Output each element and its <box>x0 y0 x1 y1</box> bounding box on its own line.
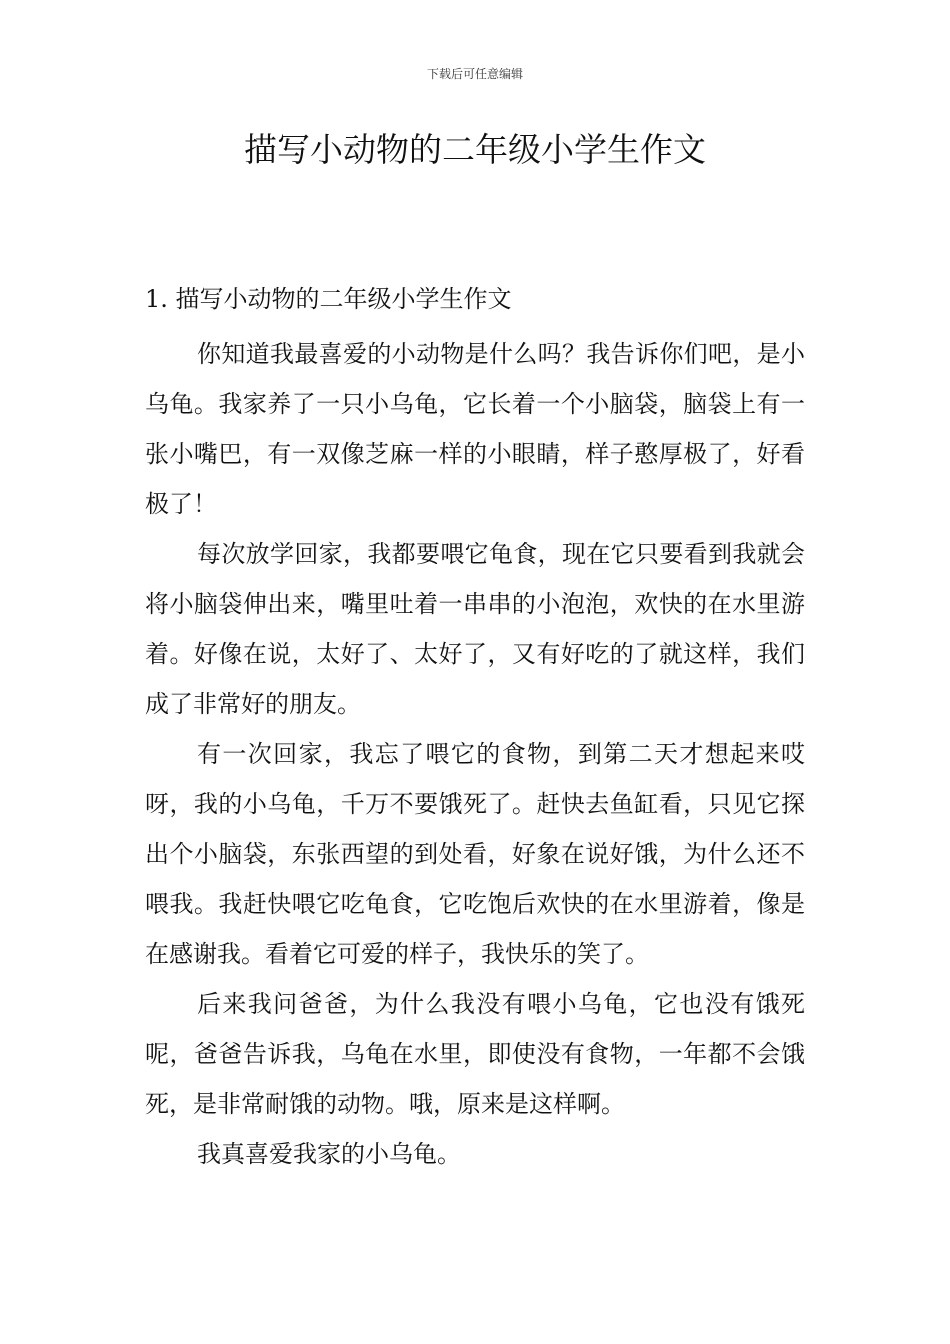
paragraph-4: 后来我问爸爸，为什么我没有喂小乌龟，它也没有饿死呢，爸爸告诉我，乌龟在水里，即使没有食物，一年都不会饿死，是非常耐饿的动物。哦，原来是这样啊。 <box>145 990 805 1118</box>
section-heading: 1. 描写小动物的二年级小学生作文 <box>145 285 512 313</box>
paragraph-3: 有一次回家，我忘了喂它的食物，到第二天才想起来哎呀，我的小乌龟，千万不要饿死了。赶快去鱼缸看，只见它探出个小脑袋，东张西望的到处看，好象在说好饿，为什么还不喂我。我赶快喂它吃龟食，它吃饱后欢快的在水里游着，像是在感谢我。看着它可爱的样子，我快乐的笑了。 <box>145 740 805 968</box>
paragraph-1: 你知道我最喜爱的小动物是什么吗？我告诉你们吧，是小乌龟。我家养了一只小乌龟，它长着一个小脑袋，脑袋上有一张小嘴巴，有一双像芝麻一样的小眼睛，样子憨厚极了，好看极了！ <box>145 340 805 518</box>
document-title: 描写小动物的二年级小学生作文 <box>244 130 706 169</box>
paragraph-5: 我真喜爱我家的小乌龟。 <box>197 1140 461 1168</box>
header-note: 下载后可任意编辑 <box>426 67 523 81</box>
paragraph-2: 每次放学回家，我都要喂它龟食，现在它只要看到我就会将小脑袋伸出来，嘴里吐着一串串的小泡泡，欢快的在水里游着。好像在说，太好了、太好了，又有好吃的了就这样，我们成了非常好的朋友。 <box>145 540 805 718</box>
document-body <box>145 279 805 1179</box>
